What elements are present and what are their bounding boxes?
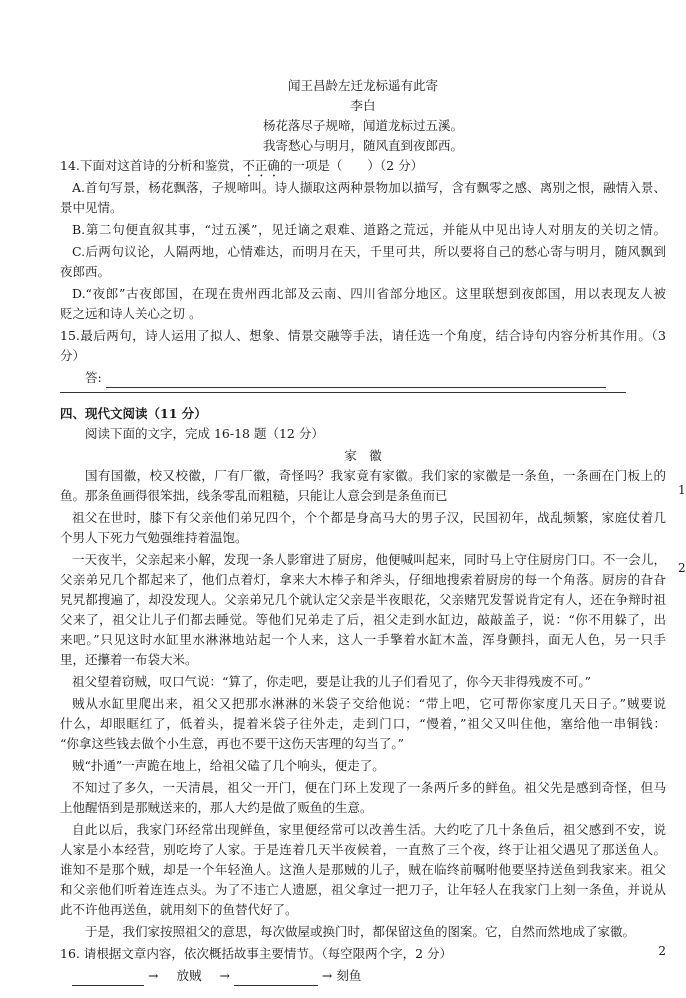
article-p2-line: 个男人下死力气勉强维持着温饱。	[60, 530, 248, 545]
flow-arrow: →	[219, 968, 230, 983]
article-p4-line: 祖父望着窃贼，叹口气说：“算了，你走吧，要是让我的儿子们看见了，你今天非得残废不可。”	[72, 674, 592, 689]
section-4-heading: 四、现代文阅读（11 分）	[60, 406, 207, 421]
article-p7-line: 上他醒悟到是那贼送来的，那人大约是做了贩鱼的生意。	[60, 800, 373, 815]
section-divider	[60, 392, 626, 393]
q14-option-a-cont: 景中见情。	[60, 200, 123, 215]
article-p5-line: 什么，却眼眶红了，低着头，提着米袋子往外走，走到门口，“慢着，”祖父又叫住他，塞给他一串铜钱：	[60, 716, 666, 731]
margin-mark-2: 2	[678, 561, 686, 575]
article-p3-line: 一天夜半，父亲起来小解，发现一条人影窜进了厨房，他便喊叫起来，同时马上守住厨房门口。不一会儿，	[72, 552, 666, 567]
q14-option-c-cont: 夜郎西。	[60, 264, 111, 279]
article-p3-line: 旯旯都搜遍了，却没发现人。父亲弟兄几个就认定父亲是半夜眼花，父亲赌咒发誓说肯定有人，还在争辩时祖	[60, 592, 666, 607]
q14-option-a: A.首句写景，杨花飘落，子规啼叫。诗人撷取这两种景物加以描写，含有飘零之感、离别之恨，融情入景、	[72, 180, 666, 195]
flow-arrow: →	[321, 968, 333, 983]
flow-arrow: →	[147, 968, 159, 983]
article-p3-line: 里，还攥着一布袋大米。	[60, 652, 198, 667]
q16-blank-2[interactable]	[234, 971, 318, 986]
q15-answer-row	[85, 368, 666, 388]
article-p8-line: 谁知不是那个贼，却是一个年轻渔人。这渔人是那贼的儿子，贼在临终前嘱咐他要坚持送鱼到我家来。祖父	[60, 862, 666, 877]
q14-stem-after: 的一项是（ ）（2 分）	[279, 158, 424, 173]
article-p8-line: 自此以后，我家门环经常出现鲜鱼，家里便经常可以改善生活。大约吃了几十条鱼后，祖父感到不安，说	[72, 822, 666, 837]
q15-stem: 15.最后两句，诗人运用了拟人、想象、情景交融等手法，请任选一个角度，结合诗句内容分析其作用。（3	[60, 328, 666, 343]
q15-answer-line[interactable]	[106, 373, 606, 388]
article-p5-line: 贼从水缸里爬出来，祖父又把那水淋淋的米袋子交给他说：“带上吧，它可帮你家度几天日子。”贼要说	[72, 696, 666, 711]
q14-stem-emphasis: 不正确	[242, 158, 280, 173]
q14-stem-before: 14.下面对这首诗的分析和鉴赏，	[60, 158, 243, 173]
poem-line-2: 我寄愁心与明月，随风直到夜郎西。	[262, 138, 463, 153]
article-p8-line: 和父亲他们听着连连点头。为了不违亡人遗愿，祖父拿过一把刀子，让年轻人在我家门上刻一条鱼，并说从	[60, 882, 666, 897]
article-p1-line: 国有国徽，校又校徽，厂有厂徽，奇怪吗？我家竟有家徽。我们家的家徽是一条鱼，一条画在门板上的	[85, 468, 666, 483]
q15-stem-cont: 分）	[60, 348, 86, 363]
poem-title: 闻王昌龄左迁龙标遥有此寄	[287, 78, 438, 93]
article-p1-line: 鱼。那条鱼画得很笨拙，线条零乱而粗糙，只能让人意会到是条鱼而已	[60, 488, 448, 503]
q14-option-d-cont: 贬之远和诗人关心之切 。	[60, 306, 202, 321]
q14-option-d: D.“夜郎”古夜郎国，在现在贵州西北部及云南、四川省部分地区。这里联想到夜郎国，用以表现友人被	[72, 286, 666, 301]
article-p8-line: 人家是小本经营，别吃垮了人家。于是连着几天半夜候着，一直熬了三个夜，终于让祖父遇见了那送鱼人。	[60, 842, 666, 857]
article-p3-line: 来吧。”只见这时水缸里水淋淋地站起一个人来，这人一手擎着水缸木盖，浑身颤抖，面无人色，另一只手	[60, 632, 666, 647]
article-p3-line: 父亲弟兄几个都起来了，他们点着灯，拿来大木棒子和斧头，仔细地搜索着厨房的每一个角落。厨房的旮旮	[60, 572, 666, 587]
q15-answer-label: 答:	[85, 370, 102, 385]
q16-blank-1[interactable]	[72, 971, 144, 986]
article-p5-line: “你拿这些钱去做个小生意，再也不要干这伤天害理的勾当了。”	[60, 736, 405, 751]
q14-option-c: C.后两句议论，人隔两地，心情难达，而明月在天，千里可共，所以要将自己的愁心寄与明月，随风飘到	[72, 244, 666, 259]
q16-flow-row	[72, 966, 572, 986]
poem-author: 李白	[350, 98, 376, 113]
page-number: 2	[658, 944, 666, 958]
article-p2-line: 祖父在世时，膝下有父亲他们弟兄四个，个个都是身高马大的男子汉，民国初年，战乱频繁，家庭仗着几	[72, 510, 666, 525]
section-4-intro: 阅读下面的文字，完成 16-18 题（12 分）	[85, 426, 324, 441]
margin-mark-1: 1	[678, 483, 686, 497]
article-p7-line: 不知过了多久，一天清晨，祖父一开门，便在门环上发现了一条两斤多的鲜鱼。祖父先是感到奇怪，但马	[72, 780, 666, 795]
article-title: 家 徽	[344, 448, 382, 463]
article-p6-line: 贼“扑通”一声跪在地上，给祖父磕了几个响头，便走了。	[72, 758, 385, 773]
q16-stem: 16. 请根据文章内容，依次概括故事主要情节。（每空限两个字，2 分）	[60, 946, 453, 961]
poem-line-1: 杨花落尽子规啼，闻道龙标过五溪。	[262, 118, 463, 133]
article-p3-line: 父来了，祖父让儿子们都去睡觉。等他们兄弟走了后，祖父走到水缸边，敲敲盖子，说：“你不用躲了，出	[60, 612, 666, 627]
q14-option-b: B.第二句便直叙其事，“过五溪”，见迁谪之艰难、道路之荒远，并能从中见出诗人对朋友的关切之情。	[72, 222, 666, 237]
q14-stem	[60, 156, 666, 180]
article-p8-line: 此不许他再送鱼，就用刻下的鱼替代好了。	[60, 902, 298, 917]
article-p9-line: 于是，我们家按照祖父的意思，每次做屋或换门时，都保留这鱼的图案。它，自然而然地成了家徽。	[85, 924, 636, 939]
q16-step-4: 刻鱼	[336, 968, 362, 983]
q16-step-2: 放贼	[176, 968, 202, 983]
